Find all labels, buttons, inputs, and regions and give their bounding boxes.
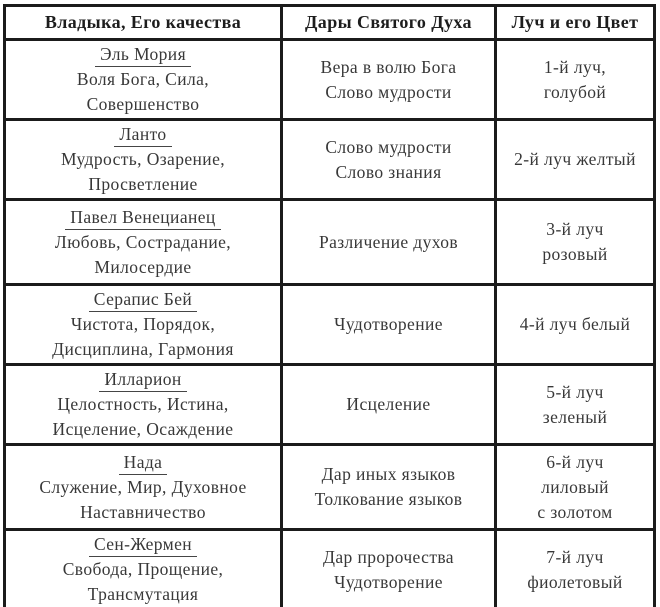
ray-cell <box>496 365 655 445</box>
masters-gifts-rays-table <box>3 4 656 607</box>
quality-line: Воля Бога, Сила, <box>76 69 210 89</box>
quality-line: Любовь, Сострадание, <box>54 231 232 252</box>
header-row <box>5 6 655 40</box>
master-name: Нада <box>119 450 168 475</box>
ray-cell <box>496 445 655 530</box>
gift-line: Толкование языков <box>314 489 463 509</box>
ray-cell <box>496 40 655 120</box>
ray-cell <box>496 285 655 365</box>
gift-line: Чудотворение <box>334 314 443 334</box>
table-row <box>5 530 655 607</box>
header-cell-gifts: Дары Святого Духа <box>282 6 496 40</box>
table-row <box>5 285 655 365</box>
ray-line: 4-й луч белый <box>519 314 631 334</box>
quality-line: Мудрость, Озарение, <box>60 149 226 169</box>
ray-line: зеленый <box>542 406 608 427</box>
gifts-cell <box>282 120 496 200</box>
table-row <box>5 40 655 120</box>
master-cell <box>5 365 282 445</box>
ray-line: фиолетовый <box>527 571 623 592</box>
gift-line: Слово знания <box>335 161 442 182</box>
gift-line: Исцеление <box>346 394 431 414</box>
ray-line: 6-й луч <box>546 451 604 472</box>
master-name: Илларион <box>99 367 186 392</box>
gift-line: Слово мудрости <box>325 81 452 102</box>
table-row <box>5 365 655 445</box>
quality-line: Исцеление, Осаждение <box>52 419 234 439</box>
master-name: Павел Венецианец <box>65 205 220 230</box>
ray-line: лиловый <box>541 476 609 497</box>
quality-line: Служение, Мир, Духовное <box>39 476 247 497</box>
gifts-cell <box>282 285 496 365</box>
master-cell <box>5 285 282 365</box>
ray-cell <box>496 530 655 607</box>
ray-cell <box>496 200 655 285</box>
table-row <box>5 120 655 200</box>
gifts-cell <box>282 40 496 120</box>
master-name: Ланто <box>114 122 171 147</box>
quality-line: Просветление <box>88 174 198 194</box>
gifts-cell <box>282 530 496 607</box>
ray-line: розовый <box>542 244 608 264</box>
ray-line: 5-й луч <box>546 381 604 402</box>
header-cell-ray: Луч и его Цвет <box>496 6 655 40</box>
ray-line: с золотом <box>537 501 613 522</box>
gift-line: Вера в волю Бога <box>320 56 457 77</box>
ray-cell <box>496 120 655 200</box>
quality-line: Милосердие <box>94 256 192 277</box>
master-name: Эль Мория <box>95 42 191 67</box>
quality-line: Дисциплина, Гармония <box>52 339 234 359</box>
ray-line: 2-й луч желтый <box>514 149 636 169</box>
master-name: Серапис Бей <box>89 287 197 312</box>
gift-line: Дар пророчества <box>323 546 454 567</box>
master-name: Сен-Жермен <box>89 532 197 557</box>
ray-line: 7-й луч <box>546 546 604 567</box>
quality-line: Целостность, Истина, <box>57 394 229 414</box>
gifts-cell <box>282 445 496 530</box>
master-cell <box>5 40 282 120</box>
gift-line: Чудотворение <box>334 571 443 592</box>
ray-line: голубой <box>543 81 607 102</box>
master-cell <box>5 200 282 285</box>
quality-line: Наставничество <box>80 501 206 522</box>
ray-line: 1-й луч, <box>543 56 607 77</box>
gifts-cell <box>282 365 496 445</box>
quality-line: Трансмутация <box>87 584 199 604</box>
master-cell <box>5 120 282 200</box>
gift-line: Слово мудрости <box>325 136 452 157</box>
quality-line: Свобода, Прощение, <box>62 559 224 579</box>
quality-line: Чистота, Порядок, <box>70 314 216 334</box>
quality-line: Совершенство <box>86 94 200 114</box>
master-cell <box>5 445 282 530</box>
gift-line: Дар иных языков <box>321 464 456 484</box>
gifts-cell <box>282 200 496 285</box>
gift-line: Различение духов <box>318 231 459 252</box>
ray-line: 3-й луч <box>546 219 604 239</box>
header-cell-master: Владыка, Его качества <box>5 6 282 40</box>
master-cell <box>5 530 282 607</box>
table-row <box>5 445 655 530</box>
table-row <box>5 200 655 285</box>
